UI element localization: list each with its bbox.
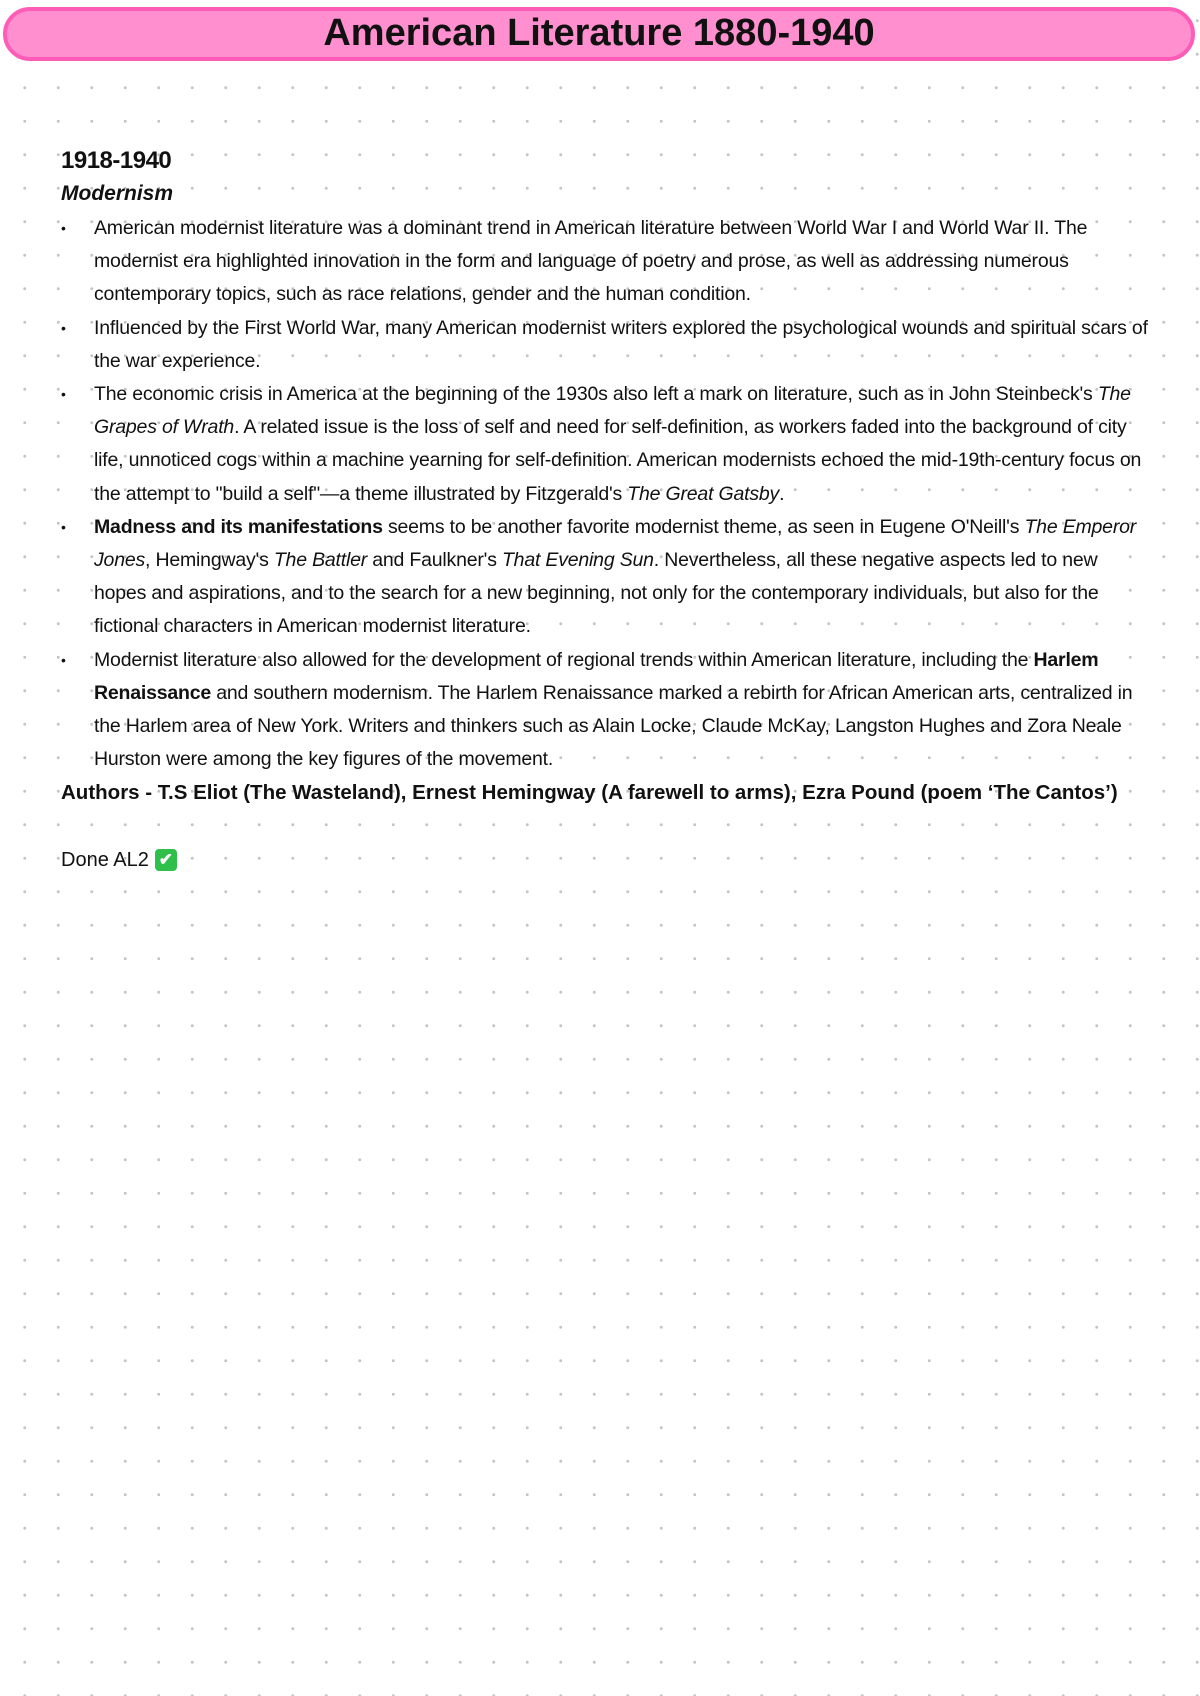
bullet-text: . xyxy=(779,482,785,505)
list-item xyxy=(61,378,1151,511)
done-status xyxy=(61,843,1151,877)
list-item xyxy=(61,212,1151,312)
book-title: That Evening Sun xyxy=(501,549,654,572)
bullet-text: . Nevertheless, all these negative aspects led to new hopes and aspirations, and to the search for a new beginning, not only for the contemporary individuals, but also for the fictional characters in American modernist literature. xyxy=(94,549,1099,638)
bullet-list xyxy=(61,212,1151,776)
bullet-dot-icon: • xyxy=(61,319,66,336)
done-text: Done AL2 xyxy=(61,848,149,871)
bullet-text: American modernist literature was a dominant trend in American literature between World War I and World War II. The modernist era highlighted innovation in the form and language of poetry and prose, as well as addressing numerous contemporary topics, such as race relations, gender and the human condition. xyxy=(94,217,1088,306)
title-banner xyxy=(3,7,1195,61)
bullet-text: Influenced by the First World War, many American modernist writers explored the psychological wounds and spiritual scars of the war experience. xyxy=(94,316,1148,372)
bullet-text: The economic crisis in America at the beginning of the 1930s also left a mark on literature, such as in John Steinbeck's xyxy=(94,383,1098,406)
book-title: The Great Gatsby xyxy=(627,482,780,505)
book-title: The Battler xyxy=(273,549,368,572)
bullet-dot-icon: • xyxy=(61,651,66,668)
period-heading: 1918-1940 xyxy=(61,147,172,174)
section-subheading: Modernism xyxy=(61,182,174,205)
bullet-text: . A related issue is the loss of self and need for self-definition, as workers faded into the background of city life, unnoticed cogs within a machine yearning for self-definition. American modernists echoed the mid-19th-century focus on the attempt to "build a self"—a theme illustrated by Fitzgerald's xyxy=(94,416,1142,505)
bullet-dot-icon: • xyxy=(61,220,66,236)
book-title: The Emperor Jones xyxy=(94,515,1137,572)
bold-phrase: Madness and its manifestations xyxy=(94,515,383,538)
page-title: American Literature 1880-1940 xyxy=(323,12,875,54)
white-check-mark-icon: ✔ xyxy=(155,849,177,871)
bold-phrase: Harlem Renaissance xyxy=(94,648,1099,704)
bullet-text: and southern modernism. The Harlem Renaissance marked a rebirth for African American arts, centralized in the Harlem area of New York. Writers and thinkers such as Alain Locke, Claude McKay, Langston Hughes and Zora Neale Hurston were among the key figures of the movement. xyxy=(94,681,1133,771)
notes-content xyxy=(61,144,1151,877)
list-item xyxy=(61,312,1151,378)
book-title: The Grapes of Wrath xyxy=(94,383,1131,439)
list-item xyxy=(61,511,1151,644)
bullet-text: Modernist literature also allowed for the development of regional trends within American literature, including the xyxy=(94,648,1034,671)
bullet-dot-icon: • xyxy=(61,518,66,535)
bullet-text: , Hemingway's xyxy=(145,549,274,572)
bullet-text: and Faulkner's xyxy=(367,549,502,572)
list-item xyxy=(61,644,1151,777)
authors-line: Authors - T.S Eliot (The Wasteland), Ernest Hemingway (A farewell to arms), Ezra Pound (poem ‘The Cantos’) xyxy=(61,781,1118,805)
bullet-text: seems to be another favorite modernist theme, as seen in Eugene O'Neill's xyxy=(382,515,1025,538)
bullet-dot-icon: • xyxy=(61,386,66,403)
